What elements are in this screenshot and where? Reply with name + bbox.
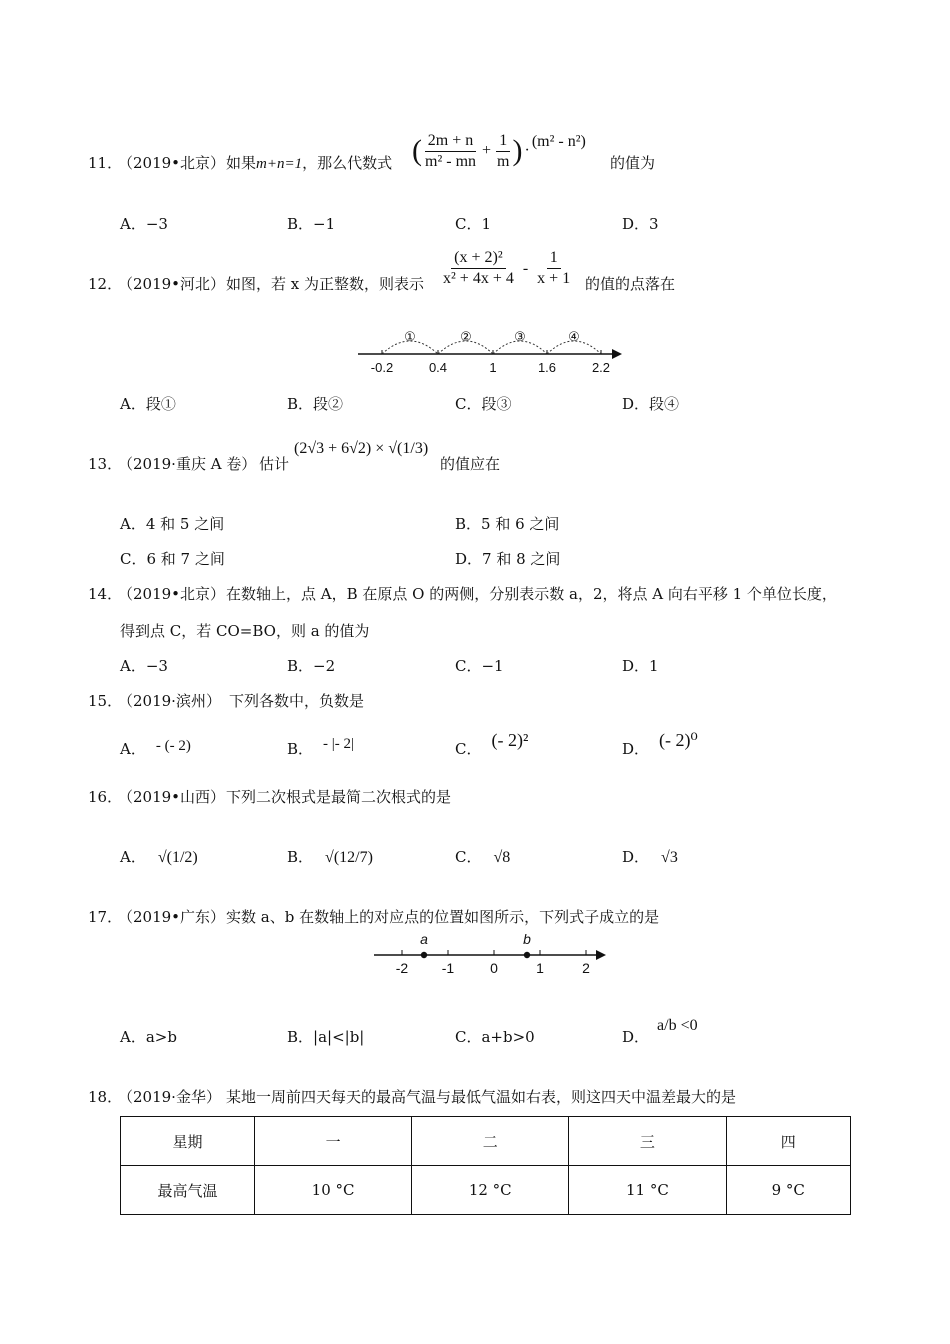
tick-label-3: 0 [490,960,498,976]
q17-option-d[interactable]: D．a/b <0 [622,1017,698,1046]
q12-option-b[interactable]: B．段② [287,395,344,413]
q15-source: （2019·滨州） [118,692,221,710]
q12-stem: 如图，若 x 为正整数，则表示 [226,275,424,293]
q13-option-d[interactable]: D．7 和 8 之间 [455,550,561,568]
q17-number-line [368,930,613,980]
axis-arrow [596,950,606,960]
axis-arrow [612,349,622,359]
q12-option-c[interactable]: C．段③ [455,395,512,413]
q11-option-c[interactable]: C．1 [455,215,492,233]
q13-source: （2019·重庆 A 卷） [118,455,257,473]
table-header-cell: 一 [255,1117,412,1166]
q14-option-d[interactable]: D．1 [622,657,659,675]
q13-option-a[interactable]: A．4 和 5 之间 [120,515,225,533]
table-cell: 11 °C [569,1166,726,1215]
q15-option-c[interactable]: C． (- 2)² [455,730,529,758]
q16-option-c[interactable]: C． √8 [455,848,511,866]
q14-option-c[interactable]: C．−1 [455,657,504,675]
q11-option-d[interactable]: D．3 [622,215,659,233]
point-b-label: b [523,931,531,947]
tick-label-2: 0.4 [428,360,448,375]
table-row [121,1166,851,1215]
q11-option-b[interactable]: B．−1 [287,215,336,233]
q16-option-b[interactable]: B． √(12/7) [287,848,373,866]
table-header-cell: 四 [726,1117,850,1166]
q14-number: 14． [88,585,123,603]
q11-option-a[interactable]: A．−3 [120,215,168,233]
tick-label-5: 2.2 [591,360,611,375]
table-header-row [121,1117,851,1166]
tick-label-4: 1 [536,960,544,976]
q18-number: 18． [88,1088,123,1106]
q17-option-a[interactable]: A．a>b [120,1028,177,1046]
q17-option-c[interactable]: C．a+b>0 [455,1028,535,1046]
q11-source: （2019•北京） [118,154,226,172]
q12-option-a[interactable]: A．段① [120,395,176,413]
q17-number: 17． [88,908,123,926]
q12-expression: $\frac{\text{(x + 2)²}}{\text{x² + 4x + 4}}$ - $\frac{1}{x + 1}$ [443,249,571,287]
q12-number-line [350,322,630,378]
table-cell: 最高气温 [121,1166,255,1215]
q12-source: （2019•河北） [118,275,226,293]
q12-number: 12． [88,275,123,293]
table-header-cell: 星期 [121,1117,255,1166]
q11-stem: 如果m+n=1，那么代数式 [226,154,393,172]
table-cell: 9 °C [726,1166,850,1215]
q15-option-a[interactable]: A． - (- 2) [120,738,191,758]
q16-option-a[interactable]: A． √(1/2) [120,848,198,866]
q16-option-d[interactable]: D． √3 [622,848,678,866]
q18-stem: 某地一周前四天每天的最高气温与最低气温如右表，则这四天中温差最大的是 [226,1088,737,1106]
table-header-cell: 二 [412,1117,569,1166]
q14-line1: 在数轴上，点 A，B 在原点 O 的两侧，分别表示数 a，2，将点 A 向右平移 1 个单位长度， [226,585,837,603]
q16-stem: 下列二次根式是最简二次根式的是 [226,788,452,806]
q14-line2: 得到点 C，若 CO=BO，则 a 的值为 [120,622,370,640]
tick-label-1: -2 [395,960,409,976]
table-cell: 12 °C [412,1166,569,1215]
q15-number: 15． [88,692,123,710]
q14-option-b[interactable]: B．−2 [287,657,336,675]
q17-source: （2019•广东） [118,908,226,926]
q12-option-d[interactable]: D．段④ [622,395,680,413]
point-a [421,952,427,958]
tick-label-4: 1.6 [537,360,557,375]
q13-option-c[interactable]: C．6 和 7 之间 [120,550,225,568]
table-header-cell: 三 [569,1117,726,1166]
q12-tail: 的值的点落在 [585,275,676,293]
q16-number: 16． [88,788,123,806]
point-a-label: a [420,931,428,947]
q17-stem: 实数 a、b 在数轴上的对应点的位置如图所示，下列式子成立的是 [226,908,660,926]
segment-label-4: ④ [568,329,580,344]
q13-stem: 估计 [259,455,290,473]
segment-label-3: ③ [514,329,526,344]
q14-source: （2019•北京） [118,585,226,603]
q13-number: 13． [88,455,123,473]
q11-expression: ( $\frac{2m + n}{\text{m² - mn}}$ + $\frac{1}{m}$ ) · (m² - n²) [412,131,586,170]
point-b [524,952,530,958]
tick-label-3: 1 [489,360,497,375]
q15-option-d[interactable]: D． (- 2)⁰ [622,730,698,758]
q11-tail: 的值为 [610,154,656,172]
q14-option-a[interactable]: A．−3 [120,657,168,675]
q18-source: （2019·金华） [118,1088,221,1106]
tick-label-2: -1 [441,960,455,976]
q11-number: 11． [88,154,123,172]
q16-source: （2019•山西） [118,788,226,806]
q15-option-b[interactable]: B． - |- 2| [287,736,355,758]
tick-label-5: 2 [582,960,590,976]
q13-expression: (2√3 + 6√2) × √(1/3) [294,440,429,457]
q13-option-b[interactable]: B．5 和 6 之间 [455,515,560,533]
q17-option-b[interactable]: B．|a|<|b| [287,1028,365,1046]
q15-stem: 下列各数中，负数是 [229,692,365,710]
tick-label-1: -0.2 [370,360,394,375]
segment-label-2: ② [460,329,472,344]
q13-tail: 的值应在 [440,455,501,473]
q18-temperature-table [120,1116,851,1215]
segment-label-1: ① [404,329,416,344]
table-cell: 10 °C [255,1166,412,1215]
